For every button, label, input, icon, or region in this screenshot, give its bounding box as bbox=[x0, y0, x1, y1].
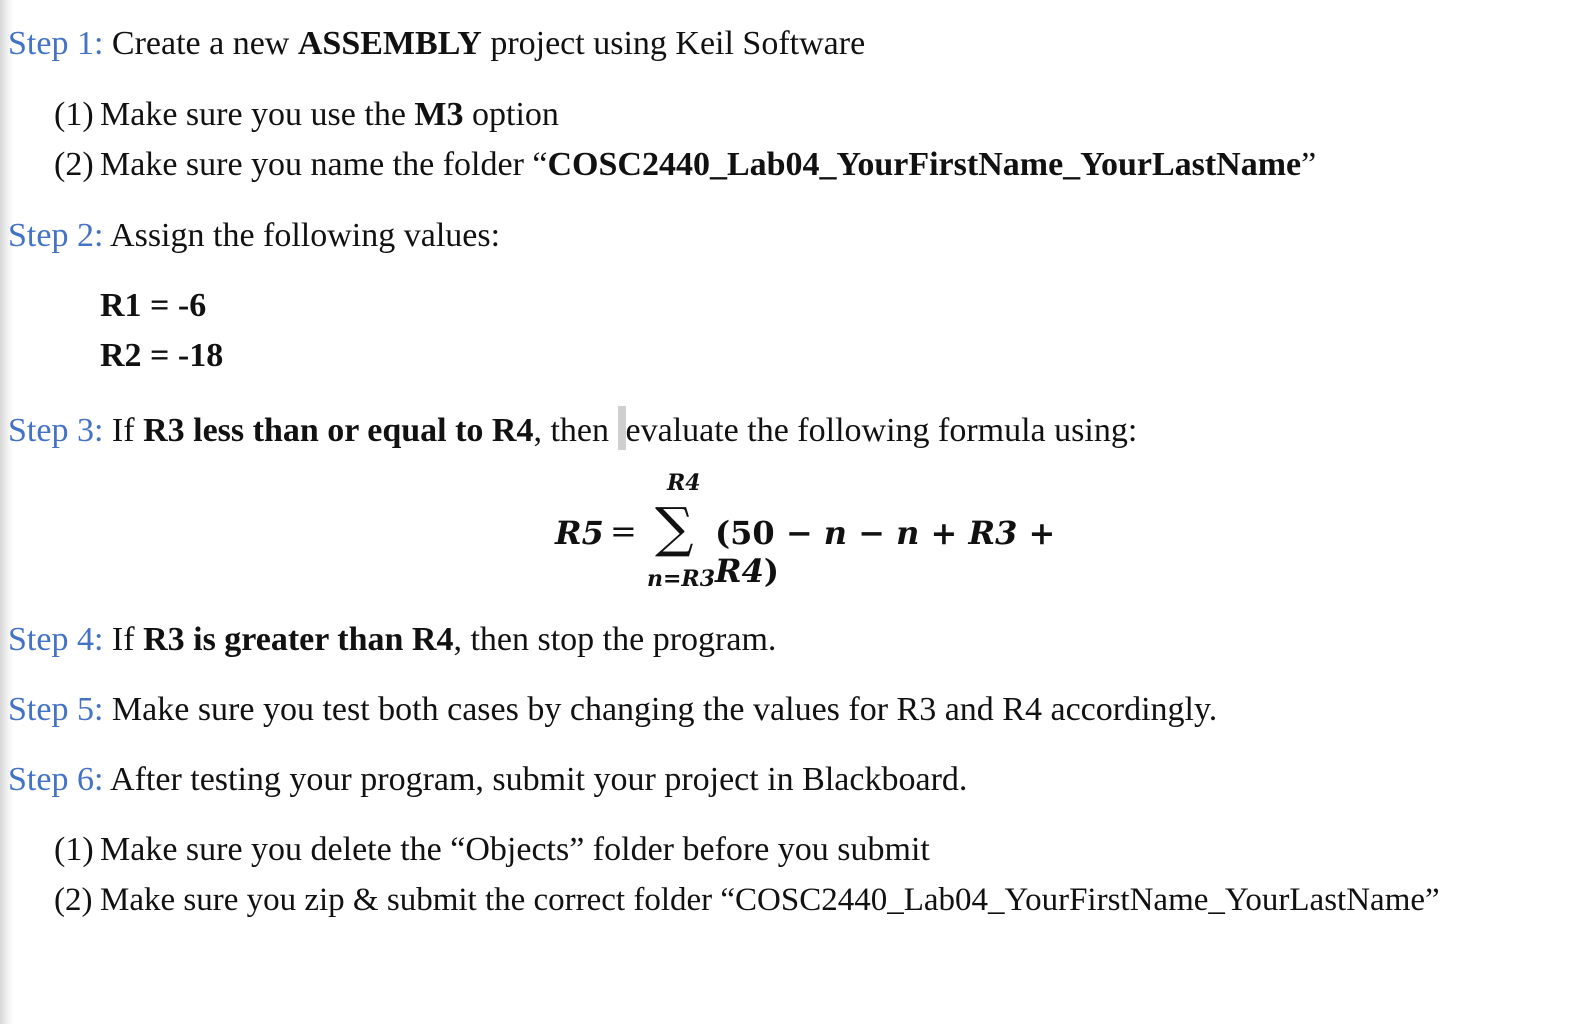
step-6-label: Step 6: bbox=[8, 761, 104, 798]
sigma-symbol: ∑ bbox=[655, 496, 694, 559]
formula-lower-limit: n=R3 bbox=[647, 566, 716, 592]
step-6-line bbox=[8, 760, 967, 800]
step-6-text: After testing your program, submit your project in Blackboard. bbox=[103, 761, 968, 798]
step-6-item-1 bbox=[54, 830, 930, 870]
step-3-text-a: If bbox=[103, 412, 144, 449]
formula-lhs: R5 bbox=[555, 514, 604, 552]
step-3-text-b: , then bbox=[533, 412, 610, 449]
step-1-item-1 bbox=[54, 95, 559, 135]
step-4-bold: R3 is greater than R4 bbox=[143, 621, 454, 658]
step-1-item-1-num: (1) bbox=[54, 96, 94, 133]
step-1-line bbox=[8, 24, 865, 64]
step-5-text: Make sure you test both cases by changing the values for R3 and R4 accordingly. bbox=[103, 691, 1218, 728]
value-r2: R2 = -18 bbox=[100, 337, 224, 374]
step-1-text-b: project using Keil Software bbox=[481, 25, 866, 62]
step-1-item-2 bbox=[54, 145, 1316, 185]
step-2-label: Step 2: bbox=[8, 217, 104, 254]
step-3-label: Step 3: bbox=[8, 412, 104, 449]
step-5-label: Step 5: bbox=[8, 691, 104, 728]
step-1-item-2-bold: COSC2440_Lab04_YourFirstName_YourLastName bbox=[547, 146, 1302, 183]
step-1-item-1-text-a: Make sure you use the bbox=[100, 96, 415, 133]
text-cursor bbox=[618, 406, 626, 450]
step-5-line bbox=[8, 690, 1217, 730]
step-6-item-2-num: (2) bbox=[54, 882, 93, 918]
step-4-text-b: , then stop the program. bbox=[453, 621, 777, 658]
value-r1: R1 = -6 bbox=[100, 287, 207, 324]
step-3-line bbox=[8, 406, 1137, 451]
step-4-line bbox=[8, 620, 776, 660]
step-1-item-2-text-b: ” bbox=[1301, 146, 1317, 183]
step-2-line bbox=[8, 216, 500, 256]
step-2-text: Assign the following values: bbox=[103, 217, 501, 254]
step-4-text-a: If bbox=[103, 621, 144, 658]
step-1-label: Step 1: bbox=[8, 25, 104, 62]
formula-equals: = bbox=[610, 512, 637, 550]
summation-formula bbox=[555, 470, 1115, 600]
formula-body: (50 − n − n + R3 + R4) bbox=[715, 514, 1056, 590]
step-1-text-a: Create a new bbox=[103, 25, 298, 62]
step-1-item-2-num: (2) bbox=[54, 146, 94, 183]
step-4-label: Step 4: bbox=[8, 621, 104, 658]
step-6-item-2-text: Make sure you zip & submit the correct folder “COSC2440_Lab04_YourFirstName_YourLastName” bbox=[100, 882, 1440, 918]
step-3-text-c: evaluate the following formula using: bbox=[625, 412, 1138, 449]
step-3-bold: R3 less than or equal to R4 bbox=[143, 412, 534, 449]
step-6-item-1-num: (1) bbox=[54, 831, 94, 868]
formula-upper-limit: R4 bbox=[667, 470, 701, 496]
step-6-item-2 bbox=[54, 880, 1440, 920]
step-1-bold: ASSEMBLY bbox=[297, 25, 482, 62]
step-1-item-1-bold: M3 bbox=[414, 96, 464, 133]
step-1-item-2-text-a: Make sure you name the folder “ bbox=[100, 146, 548, 183]
step-6-item-1-text: Make sure you delete the “Objects” folder before you submit bbox=[100, 831, 930, 868]
step-1-item-1-text-b: option bbox=[463, 96, 559, 133]
